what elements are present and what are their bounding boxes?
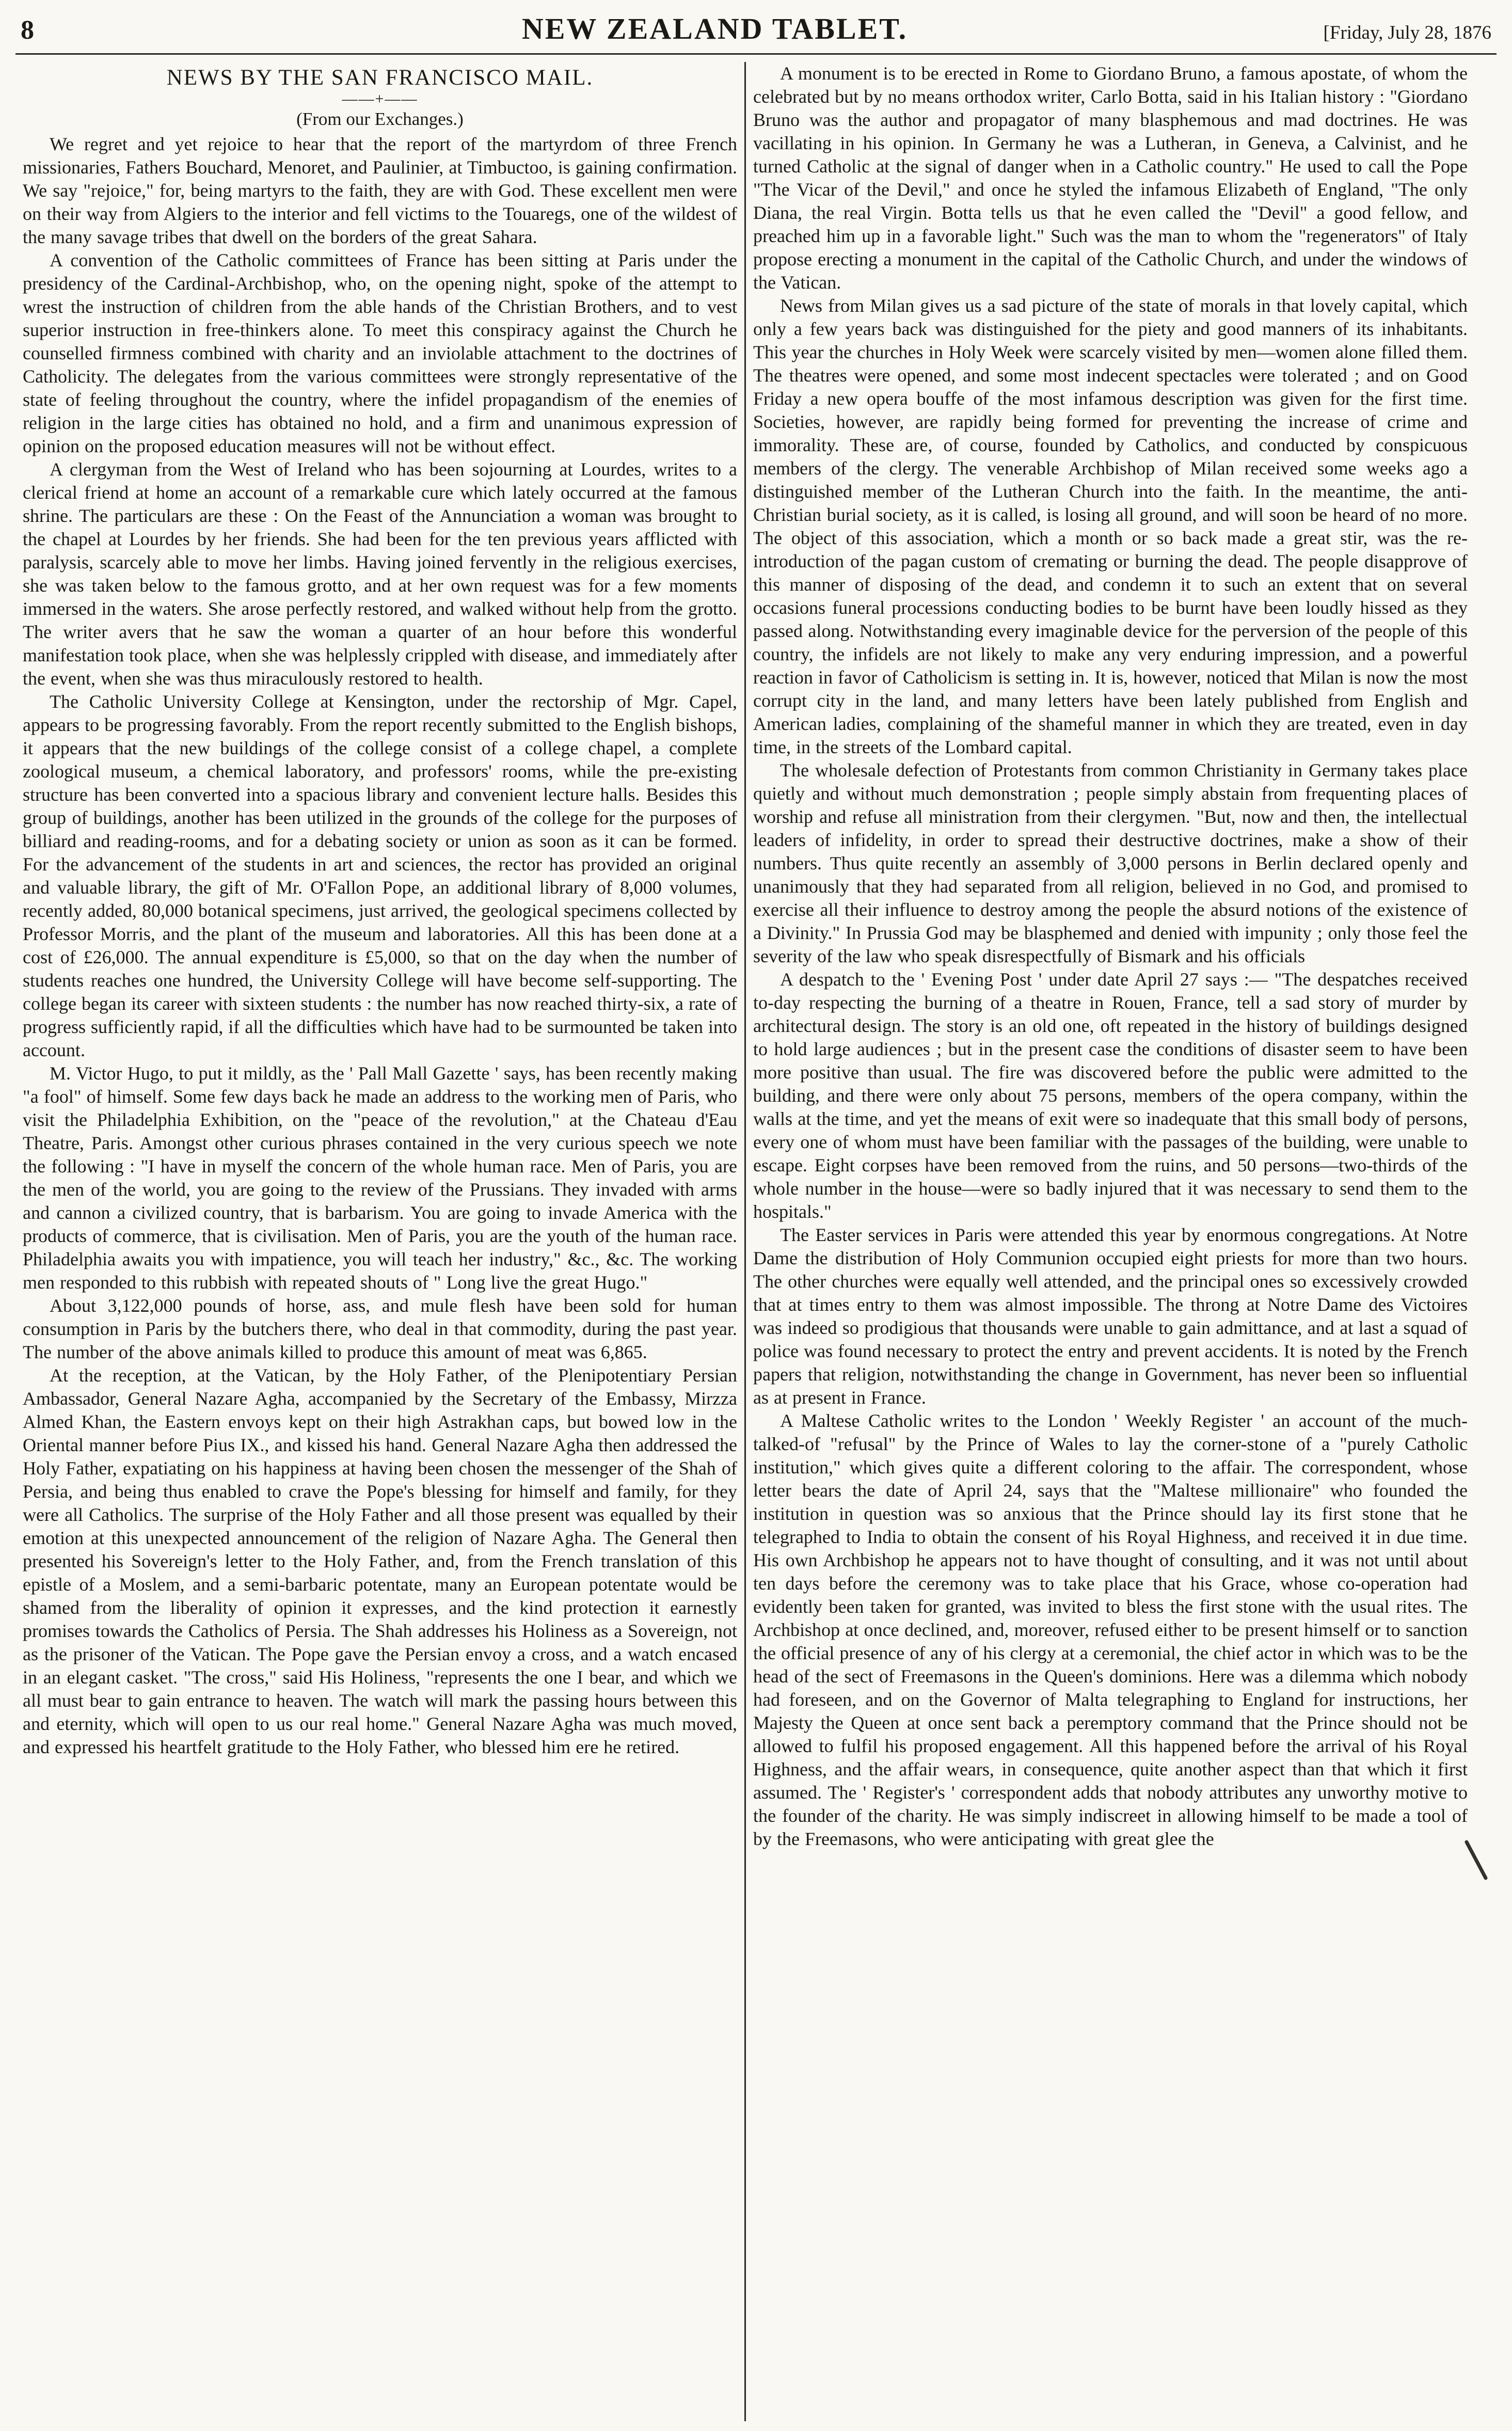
paragraph-kensington-college: The Catholic University College at Kensington, under the rectorship of Mgr. Capel, appears to be progressing favorably. From the report recently submitted to the English bishops, it appears that the new buildings of the college consist of a college chapel, a complete zoological museum, a chemical laboratory, and professors' rooms, while the pre-existing structure has been converted into a spacious library and convenient lecture halls. Besides this group of buildings, another has been utilized in the grounds of the college for the purposes of billiard and reading-rooms, and for a debating society or union as soon as it can be formed. For the advancement of the students in art and sciences, the rector has provided an original and valuable library, the gift of Mr. O'Fallon Pope, an additional library of 8,000 volumes, recently added, 80,000 botanical specimens, just arrived, the geological specimens collected by Professor Morris, and the plant of the museum and laboratories. All this has been done at a cost of £26,000. The annual expenditure is £5,000, so that on the day when the number of students reaches one hundred, the University College will have become self-supporting. The college began its career with sixteen students : the number has now reached thirty-six, a rate of progress sufficiently rapid, if all the difficulties which have had to be surmounted be taken into account. [23,691,737,1060]
left-column [15,62,744,2421]
paragraph-horse-flesh: About 3,122,000 pounds of horse, ass, and mule flesh have been sold for human consumption in Paris by the butchers there, who deal in that commodity, during the past year. The number of the above animals killed to produce this amount of meat was 6,865. [23,1295,737,1362]
masthead-title: NEW ZEALAND TABLET. [521,12,908,45]
header-rule [15,53,1497,55]
right-column [746,62,1475,2421]
page-header [15,11,1497,51]
page-number: 8 [21,15,34,45]
paragraph-maltese-catholic: A Maltese Catholic writes to the London ' Weekly Register ' an account of the much-talked-of "refusal" by the Prince of Wales to lay the corner-stone of a "purely Catholic institution," which gives quite a different coloring to the affair. The correspondent, whose letter bears the date of April 24, says that the "Maltese millionaire" who founded the institution in question was so anxious that the Prince should lay its first stone that he telegraphed to India to obtain the consent of his Royal Highness, and received it in due time. His own Archbishop he appears not to have thought of consulting, and it was not until about ten days before the ceremony was to take place that his Grace, whose co-operation had evidently been taken for granted, was invited to bless the first stone with the usual rites. The Archbishop at once declined, and, moreover, refused either to be present himself or to sanction the official presence of any of his clergy at a ceremonial, the chief actor in which was to be the head of the sect of Freemasons in the Queen's dominions. Here was a dilemma which nobody had foreseen, and on the Governor of Malta telegraphing to England for instructions, her Majesty the Queen at once sent back a peremptory command that the Prince should not be allowed to fulfil his proposed engagement. All this happened before the arrival of his Royal Highness, and the affair wears, in consequence, quite another aspect than that which it first assumed. The ' Register's ' correspondent adds that nobody attributes any unworthy motive to the founder of the charity. He was simply indiscreet in allowing himself to be made a tool of by the Freemasons, who were anticipating with great glee the [753,1410,1468,1849]
paragraph-persian-ambassador: At the reception, at the Vatican, by the Holy Father, of the Plenipotentiary Persian Ambassador, General Nazare Agha, accompanied by the Secretary of the Embassy, Mirzza Almed Khan, the Eastern envoys kept on their high Astrakhan caps, but bowed low in the Oriental manner before Pius IX., and kissed his hand. General Nazare Agha then addressed the Holy Father, expatiating on his happiness at having been chosen the messenger of the Shah of Persia, and being thus enabled to crave the Pope's blessing for himself and family, for they were all Catholics. The surprise of the Holy Father and all those present was equalled by their emotion at this unexpected announcement of the religion of Nazare Agha. The General then presented his Sovereign's letter to the Holy Father, and, from the French translation of this epistle of a Moslem, and a semi-barbaric potentate, many an European potentate would be shamed from the liberality of opinion it expresses, and the kind protection it earnestly promises towards the Catholics of Persia. The Shah addresses his Holiness as a Sovereign, not as the prisoner of the Vatican. The Pope gave the Persian envoy a cross, and a watch encased in an elegant casket. "The cross," said His Holiness, "represents the one I bear, and which we all must bear to gain entrance to heaven. The watch will mark the passing hours between this and eternity, which will open to us our real home." General Nazare Agha was much moved, and expressed his heartfelt gratitude to the Holy Father, who blessed him ere he retired. [23,1365,737,1757]
dateline: [Friday, July 28, 1876 [1323,22,1491,43]
paragraph-milan-morals: News from Milan gives us a sad picture of the state of morals in that lovely capital, which only a few years back was distinguished for the piety and good manners of its inhabitants. This year the churches in Holy Week were scarcely visited by men—women alone filled them. The theatres were opened, and some most indecent spectacles were tolerated ; and on Good Friday a new opera bouffe of the most infamous description was given for the first time. Societies, however, are rapidly being formed for preventing the increase of crime and immorality. These are, of course, founded by Catholics, and conducted by conspicuous members of the clergy. The venerable Archbishop of Milan received some weeks ago a distinguished member of the Lutheran Church into the faith. In the meantime, the anti-Christian burial society, as it is called, is losing all ground, and will soon be heard of no more. The object of this association, which a month or so back made a great stir, was the re-introduction of the pagan custom of cremating or burning the dead. The people disapprove of this manner of disposing of the dead, and condemn it to such an extent that on several occasions funeral processions conducting bodies to be burnt have been loudly hissed as they passed along. Notwithstanding every imaginable device for the perversion of the people of this country, the infidels are not likely to make any very enduring impression, and a powerful reaction in favor of Catholicism is setting in. It is, however, noticed that Milan is now the most corrupt city in the land, and many letters have been lately published from English and American ladies, complaining of the shameful manner in which they are treated, even in day time, in the streets of the Lombard capital. [753,295,1468,757]
paragraph-rouen-fire: A despatch to the ' Evening Post ' under date April 27 says :— "The despatches received to-day respecting the burning of a theatre in Rouen, France, tell a sad story of murder by architectural design. The story is an old one, oft repeated in the history of buildings designed to hold large audiences ; but in the present case the conditions of disaster seem to have been more positive than usual. The fire was discovered before the public were admitted to the building, and there were only about 75 persons, members of the opera company, within the walls at the time, and yet the means of exit were so inadequate that this small body of persons, every one of whom must have been familiar with the passages of the building, were unable to escape. Eight corpses have been removed from the ruins, and 50 persons—two-thirds of the whole number in the house—were so badly injured that it was necessary to send them to the hospitals." [753,969,1468,1222]
pen-mark [1464,1839,1488,1880]
paragraph-giordano-bruno: A monument is to be erected in Rome to Giordano Bruno, a famous apostate, of whom the celebrated but by no means orthodox writer, Carlo Botta, said in his Italian history : "Giordano Bruno was the author and propagator of many blasphemous and mad doctrines. He was vacillating in his opinion. In Germany he was a Lutheran, in Geneva, a Calvinist, and he turned Catholic at the signal of danger when in a Catholic country." He used to call the Pope "The Vicar of the Devil," and once he styled the infamous Elizabeth of England, "The only Diana, the real Virgin. Botta tells us that he even called the "Devil" a good fellow, and preached him up in a favorable light." Such was the man to whom the "regenerators" of Italy propose erecting a monument in the capital of the Catholic Church, and under the windows of the Vatican. [753,63,1468,293]
paragraph-victor-hugo: M. Victor Hugo, to put it mildly, as the ' Pall Mall Gazette ' says, has been recently making "a fool" of himself. Some few days back he made an address to the working men of Paris, who visit the Philadelphia Exhibition, on the "peace of the revolution," at the Chateau d'Eau Theatre, Paris. Amongst other curious phrases contained in the very curious speech we note the following : "I have in myself the concern of the whole human race. Men of Paris, you are the men of the world, you are going to the review of the Prussians. They invaded with arms and cannon a civilized country, that is barbarism. You are going to invade America with the products of commerce, that is civilisation. Men of Paris, you are the youth of the human race. Philadelphia awaits you with impatience, you will teach her industry," &c., &c. The working men responded to this rubbish with repeated shouts of " Long live the great Hugo." [23,1063,737,1293]
paragraph-lourdes-cure: A clergyman from the West of Ireland who has been sojourning at Lourdes, writes to a clerical friend at home an account of a remarkable cure which lately occurred at the famous shrine. The particulars are these : On the Feast of the Annunciation a woman was brought to the chapel at Lourdes by her friends. She had been for the ten previous years afflicted with paralysis, scarcely able to move her limbs. Having joined fervently in the religious exercises, she was taken below to the famous grotto, and at her own request was for a few moments immersed in the waters. She arose perfectly restored, and walked without help from the grotto. The writer avers that he saw the woman a quarter of an hour before this wonderful manifestation took place, when she was helplessly crippled with disease, and immediately after the event, when she was thus miraculously restored to health. [23,459,737,689]
source-byline: (From our Exchanges.) [296,109,464,129]
paragraph-convention: A convention of the Catholic committees of France has been sitting at Paris under the presidency of the Cardinal-Archbishop, who, on the opening night, spoke of the attempt to wrest the instruction of children from the able hands of the Christian Brothers, and to vest superior instruction in free-thinkers alone. To meet this conspiracy against the Church he counselled firmness combined with charity and an inviolable attachment to the doctrines of Catholicity. The delegates from the various committees were strongly representative of the state of feeling throughout the country, where the infidel propagandism of the enemies of religion in the large cities has obtained no hold, and a firm and unanimous expression of opinion on the proposed education measures will not be without effect. [23,250,737,456]
article-heading: NEWS BY THE SAN FRANCISCO MAIL. [166,66,594,90]
paragraph-martyrdom: We regret and yet rejoice to hear that the report of the martyrdom of three French missionaries, Fathers Bouchard, Menoret, and Paulinier, at Timbuctoo, is gaining confirmation. We say "rejoice," for, being martyrs to the faith, they are with God. These excellent men were on their way from Algiers to the interior and fell victims to the Touaregs, one of the wildest of the many savage tribes that dwell on the borders of the great Sahara. [23,134,737,247]
section-divider-ornament: ——+—— [342,90,418,107]
paragraph-protestant-defection: The wholesale defection of Protestants from common Christianity in Germany takes place quietly and without much demonstration ; people simply abstain from frequenting places of worship and refuse all ministration from their clergymen. "But, now and then, the intellectual leaders of infidelity, in order to spread their destructive doctrines, make a show of their numbers. Thus quite recently an assembly of 3,000 persons in Berlin declared openly and unanimously that they had separated from all religion, believed in no God, and promised to exercise all their influence to destroy among the people the absurd notions of the existence of a Divinity." In Prussia God may be blasphemed and denied with impunity ; only those feel the severity of the law who speak disrespectfully of Bismark and his officials [753,760,1468,966]
paragraph-easter-paris: The Easter services in Paris were attended this year by enormous congregations. At Notre Dame the distribution of Holy Communion occupied eight priests for more than two hours. The other churches were equally well attended, and the principal ones so excessively crowded that at times entry to them was almost impossible. The throng at Notre Dame des Victoires was indeed so prodigious that thousands were unable to gain admittance, and at last a squad of police was found necessary to protect the entry and prevent accidents. It is noted by the French papers that religion, notwithstanding the change in Government, has never been so influential as at present in France. [753,1225,1468,1408]
article-columns [15,62,1497,2421]
